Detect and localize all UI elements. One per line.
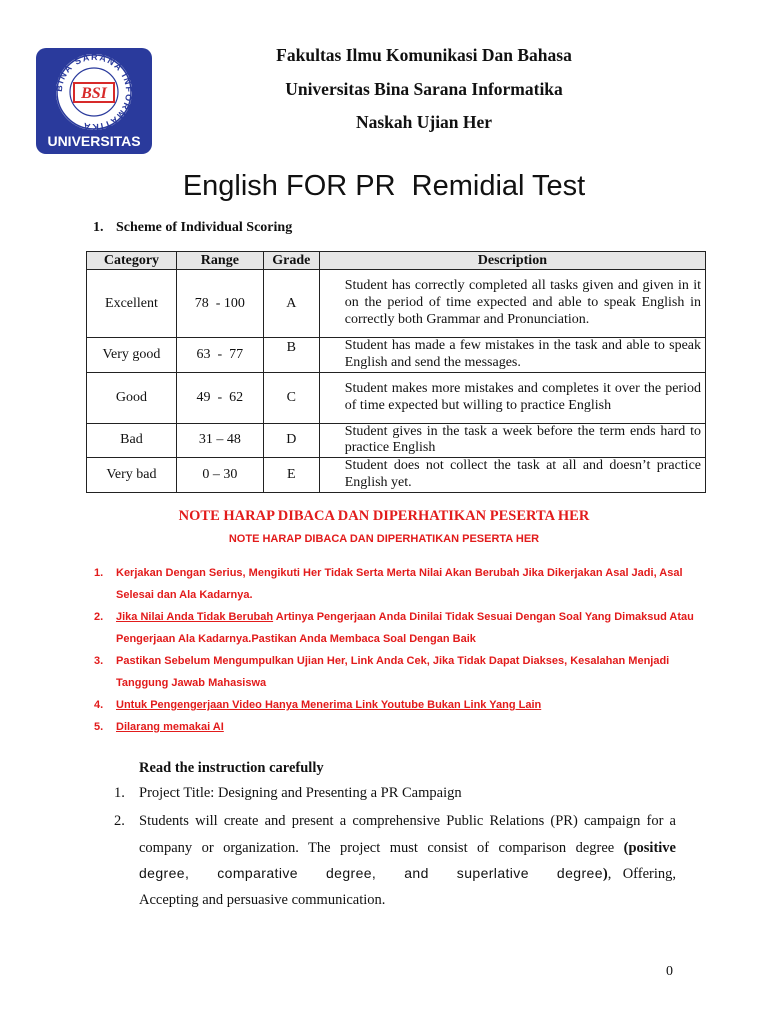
cell-category: Very bad — [87, 458, 177, 493]
cell-grade: B — [263, 338, 319, 373]
rule-number: 4. — [94, 699, 104, 711]
rule-number: 3. — [94, 655, 104, 667]
list-item — [94, 562, 694, 606]
column-header-category: Category — [87, 252, 177, 270]
cell-category: Very good — [87, 338, 177, 373]
logo-emblem-icon — [36, 48, 152, 154]
instructions-list — [114, 782, 676, 913]
cell-grade: E — [263, 458, 319, 493]
cell-range: 31 – 48 — [176, 423, 263, 458]
instruction-degree-list: degree, comparative degree, and superlative degree — [139, 865, 603, 881]
section-number: 1. — [93, 220, 104, 235]
instruction-bold-close: ) — [602, 866, 608, 882]
section-title: Scheme of Individual Scoring — [116, 220, 293, 235]
cell-range: 63 - 77 — [176, 338, 263, 373]
list-item — [94, 694, 694, 716]
cell-range: 78 - 100 — [176, 270, 263, 338]
cell-grade: A — [263, 270, 319, 338]
scoring-table — [86, 251, 706, 493]
list-item — [94, 650, 694, 694]
cell-description: Student has made a few mistakes in the task and able to speak English and send the messages. — [319, 338, 705, 373]
rule-text: Pastikan Sebelum Mengumpulkan Ujian Her, Link Anda Cek, Jika Tidak Dapat Diakses, Kesalahan Menjadi Tanggung Jawab Mahasiswa — [116, 655, 670, 689]
instruction-text: Project Title: Designing and Presenting a PR Campaign — [139, 785, 462, 801]
note-heading-repeat: NOTE HARAP DIBACA DAN DIPERHATIKAN PESERTA HER — [228, 533, 540, 545]
rule-text: Kerjakan Dengan Serius, Mengikuti Her Tidak Serta Merta Nilai Akan Berubah Jika Dikerjakan Asal Jadi, Asal Selesai dan Ala Kadarnya. — [116, 567, 683, 601]
table-row — [87, 270, 706, 338]
rule-number: 2. — [94, 611, 104, 623]
university-logo — [36, 48, 152, 154]
cell-range: 0 – 30 — [176, 458, 263, 493]
logo-monogram: BSI — [81, 85, 107, 102]
logo-ring-text: BINA SARANA INFORMATIKA — [53, 51, 135, 133]
faculty-name: Fakultas Ilmu Komunikasi Dan Bahasa — [276, 45, 572, 65]
table-row — [87, 423, 706, 458]
cell-category: Good — [87, 372, 177, 423]
list-item — [94, 716, 694, 738]
cell-range: 49 - 62 — [176, 372, 263, 423]
rule-underlined-text: Dilarang memakai AI — [116, 721, 224, 733]
table-row — [87, 338, 706, 373]
column-header-description: Description — [319, 252, 705, 270]
list-item — [114, 782, 676, 804]
note-heading: NOTE HARAP DIBACA DAN DIPERHATIKAN PESERTA HER — [178, 508, 590, 524]
note-rules-list — [94, 562, 694, 738]
rule-underlined-text: Jika Nilai Anda Tidak Berubah — [116, 611, 274, 623]
cell-grade: C — [263, 372, 319, 423]
instruction-number: 2. — [114, 813, 125, 829]
column-header-grade: Grade — [263, 252, 319, 270]
rule-text: Artinya Pengerjaan Anda Dinilai Tidak Sesuai Dengan Soal Yang Dimaksud Atau Pengerjaan Ala Kadarnya.Pastikan Anda Membaca Soal Dengan Baik — [116, 611, 694, 645]
instruction-number: 1. — [114, 785, 125, 801]
instructions-heading: Read the instruction carefully — [139, 760, 324, 776]
scoring-section-heading — [93, 218, 292, 238]
instruction-text: Students will create and present a comprehensive Public Relations (PR) campaign for a company or organization. The project must consist of comparison degree — [139, 813, 676, 856]
table-row — [87, 372, 706, 423]
document-type: Naskah Ujian Her — [355, 112, 493, 132]
list-item — [114, 809, 676, 913]
rule-number: 1. — [94, 567, 104, 579]
cell-grade: D — [263, 423, 319, 458]
cell-category: Bad — [87, 423, 177, 458]
cell-category: Excellent — [87, 270, 177, 338]
cell-description: Student makes more mistakes and completes it over the period of time expected but willing to practice English — [319, 372, 705, 423]
university-name: Universitas Bina Sarana Informatika — [285, 78, 563, 99]
cell-description: Student has correctly completed all tasks given and given in it on the period of time expected and able to speak English in correctly both Grammar and Pronunciation. — [319, 270, 705, 338]
cell-description: Student does not collect the task at all and doesn’t practice English yet. — [319, 458, 705, 493]
list-item — [94, 606, 694, 650]
page-number: 0 — [666, 964, 673, 979]
document-header — [190, 42, 658, 143]
logo-label: UNIVERSITAS — [47, 133, 141, 149]
page-title: English FOR PR Remidial Test — [182, 170, 586, 202]
instruction-bold-open: (positive — [623, 839, 676, 856]
table-header-row — [87, 252, 706, 270]
cell-description: Student gives in the task a week before the term ends hard to practice English — [319, 423, 705, 458]
table-row — [87, 458, 706, 493]
rule-underlined-text: Untuk Pengengerjaan Video Hanya Menerima Link Youtube Bukan Link Yang Lain — [116, 699, 542, 711]
rule-number: 5. — [94, 721, 104, 733]
column-header-range: Range — [176, 252, 263, 270]
instruction-text-end: , Offering, Accepting and persuasive communication. — [139, 866, 676, 908]
